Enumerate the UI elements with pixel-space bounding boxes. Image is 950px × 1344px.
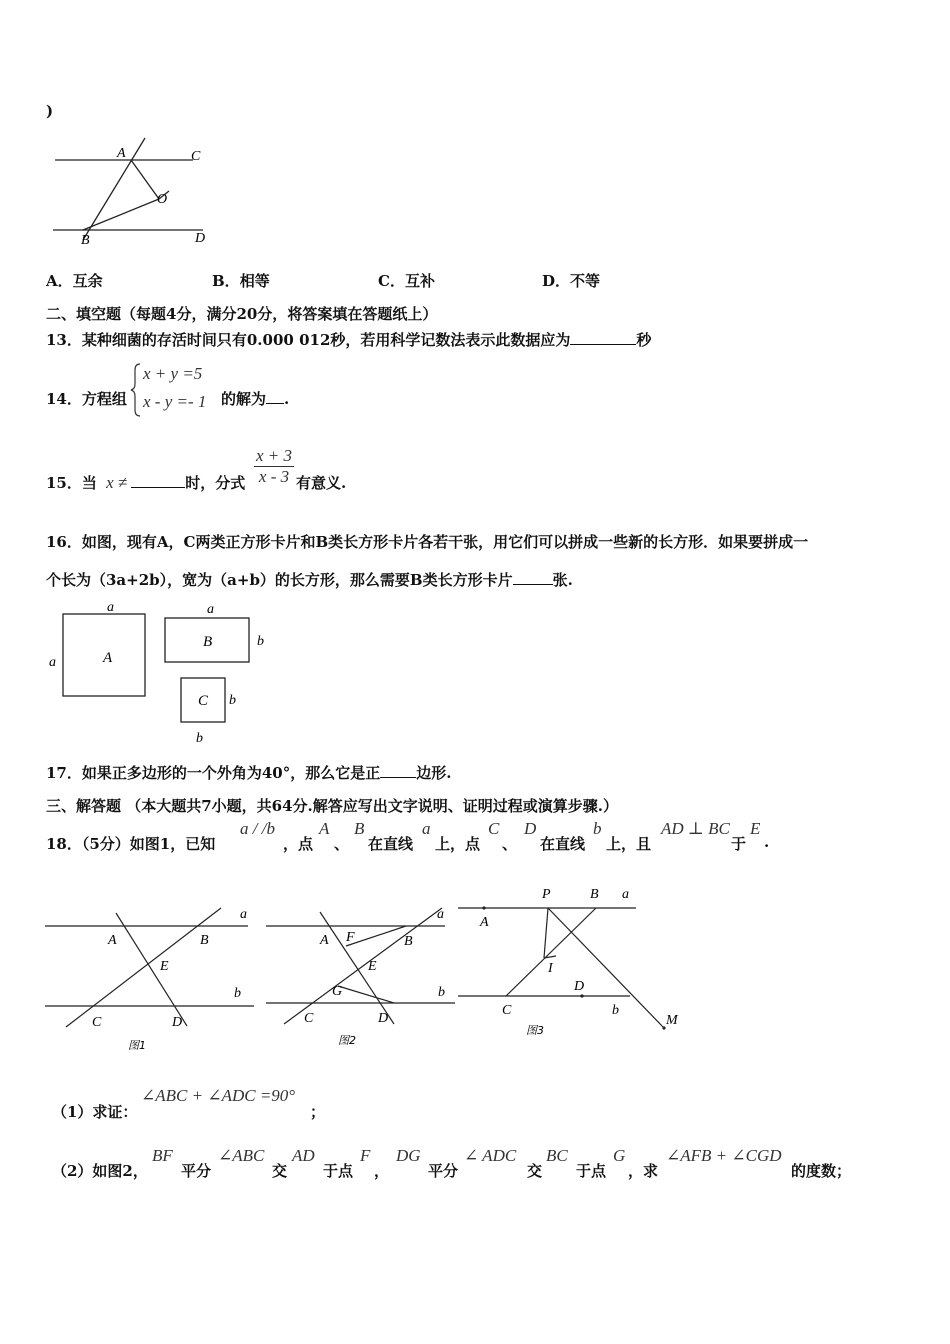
fig1-label-b: b [234, 986, 241, 1001]
line-b: b [593, 819, 602, 838]
card-b-top-label: a [207, 602, 214, 617]
option-b: B．相等 [212, 272, 270, 290]
brace-icon [130, 362, 142, 418]
sub2-expression: ∠AFB + ∠CGD [666, 1146, 782, 1165]
point-B: B [354, 819, 365, 838]
figure-3 [450, 880, 690, 1040]
question-17: 17．如果正多边形的一个外角为40°，那么它是正 边形. [46, 764, 452, 782]
q12-figure [45, 133, 225, 251]
q14-eq2: x - y =- 1 [143, 392, 207, 411]
fig3-label-M: M [666, 1013, 678, 1028]
fig3-label-D: D [574, 979, 585, 994]
sub2-BC: BC [546, 1146, 568, 1165]
card-a-name: A [103, 650, 113, 666]
fig1-label-D: D [172, 1015, 183, 1030]
fig2-label-b: b [438, 985, 445, 1000]
fraction-denominator: x - 3 [258, 467, 290, 486]
card-a-side-label: a [49, 655, 56, 670]
question-16-line2: 个长为（3a+2b），宽为（a+b）的长方形，那么需要B类长方形卡片 张. [46, 571, 573, 589]
sub2-angle-ADC: ∠ ADC [464, 1146, 517, 1165]
point-D: D [524, 819, 537, 838]
card-a-top-label: a [107, 600, 114, 615]
figure-2 [262, 900, 462, 1058]
sub1-label: （1）求证： [52, 1103, 138, 1121]
option-c: C．互补 [378, 272, 435, 290]
fig1-label-E: E [160, 959, 169, 974]
option-a: A．互余 [46, 272, 103, 290]
label-O: O [157, 192, 168, 207]
figure-1 [40, 900, 265, 1058]
sub2-BF: BF [152, 1146, 173, 1165]
line-a: a [422, 819, 431, 838]
fig3-label-a: a [622, 887, 629, 902]
sub2-angle-ABC: ∠ABC [218, 1146, 265, 1165]
fig1-label-B: B [200, 933, 209, 948]
q18-perpendicular: AD ⊥ BC [661, 819, 730, 838]
card-b-name: B [203, 634, 213, 650]
sub2-DG: DG [396, 1146, 421, 1165]
fig1-label-C: C [92, 1015, 102, 1030]
label-B: B [81, 233, 90, 248]
fig2-label-C: C [304, 1011, 314, 1026]
card-b-side-label: b [257, 634, 264, 649]
point-A: A [319, 819, 330, 838]
label-D: D [195, 231, 206, 246]
q15-suffix: 有意义. [296, 474, 347, 492]
fig3-label-I: I [548, 961, 553, 976]
q14-suffix: 的解为 . [221, 390, 290, 408]
fig2-label-B: B [404, 934, 413, 949]
fig3-label-B: B [590, 887, 599, 902]
closing-paren: ) [46, 102, 54, 120]
sub2-AD: AD [292, 1146, 315, 1165]
question-13: 13．某种细菌的存活时间只有0.000 012秒，若用科学记数法表示此数据应为 秒 [46, 331, 652, 349]
q15-fraction [254, 446, 294, 487]
q18-prefix: 18．（5分）如图1，已知 [46, 835, 216, 853]
sub2-label: （2）如图2， [52, 1162, 148, 1180]
fig2-label-D: D [378, 1011, 389, 1026]
fig2-label-a: a [437, 907, 444, 922]
fig3-label-C: C [502, 1003, 512, 1018]
fig3-label-b: b [612, 1003, 619, 1018]
question-15: 15．当 x ≠ 时，分式 [46, 473, 246, 492]
section-3-title: 三、解答题 （本大题共7小题，共64分.解答应写出文字说明、证明过程或演算步骤.） [46, 797, 618, 815]
card-c-name: C [198, 693, 209, 709]
q14-eq1: x + y =5 [143, 364, 203, 383]
sub2-F: F [360, 1146, 371, 1165]
sub2-G: G [613, 1146, 626, 1165]
fig1-label-a: a [240, 907, 247, 922]
q18-parallel: a / /b [240, 819, 275, 838]
fig2-label-E: E [368, 959, 377, 974]
fig3-label-P: P [542, 887, 551, 902]
point-E: E [750, 819, 761, 838]
fig1-label-A: A [108, 933, 117, 948]
fig1-caption: 图1 [128, 1039, 146, 1052]
point-C: C [488, 819, 500, 838]
fraction-numerator: x + 3 [256, 446, 293, 465]
fig2-label-F: F [346, 930, 355, 945]
q14-prefix: 14．方程组 [46, 390, 127, 408]
q15-condition: x ≠ [106, 473, 128, 492]
card-c-bottom-label: b [196, 731, 203, 746]
question-16-line1: 16．如图，现有A，C两类正方形卡片和B类长方形卡片各若干张，用它们可以拼成一些新的长方形．如果要拼成一 [46, 533, 809, 551]
card-c-side-label: b [229, 693, 236, 708]
fig2-label-G: G [332, 984, 343, 999]
sub1-expression: ∠ABC + ∠ADC =90° [141, 1086, 296, 1105]
label-A: A [117, 146, 126, 161]
label-C: C [191, 149, 201, 164]
fig3-caption: 图3 [526, 1024, 544, 1037]
fig3-label-A: A [480, 915, 489, 930]
option-d: D．不等 [542, 272, 601, 290]
fig2-label-A: A [320, 933, 329, 948]
section-2-title: 二、填空题（每题4分，满分20分，将答案填在答题纸上） [46, 305, 438, 323]
fig2-caption: 图2 [338, 1034, 356, 1047]
q16-cards-figure [45, 596, 285, 748]
